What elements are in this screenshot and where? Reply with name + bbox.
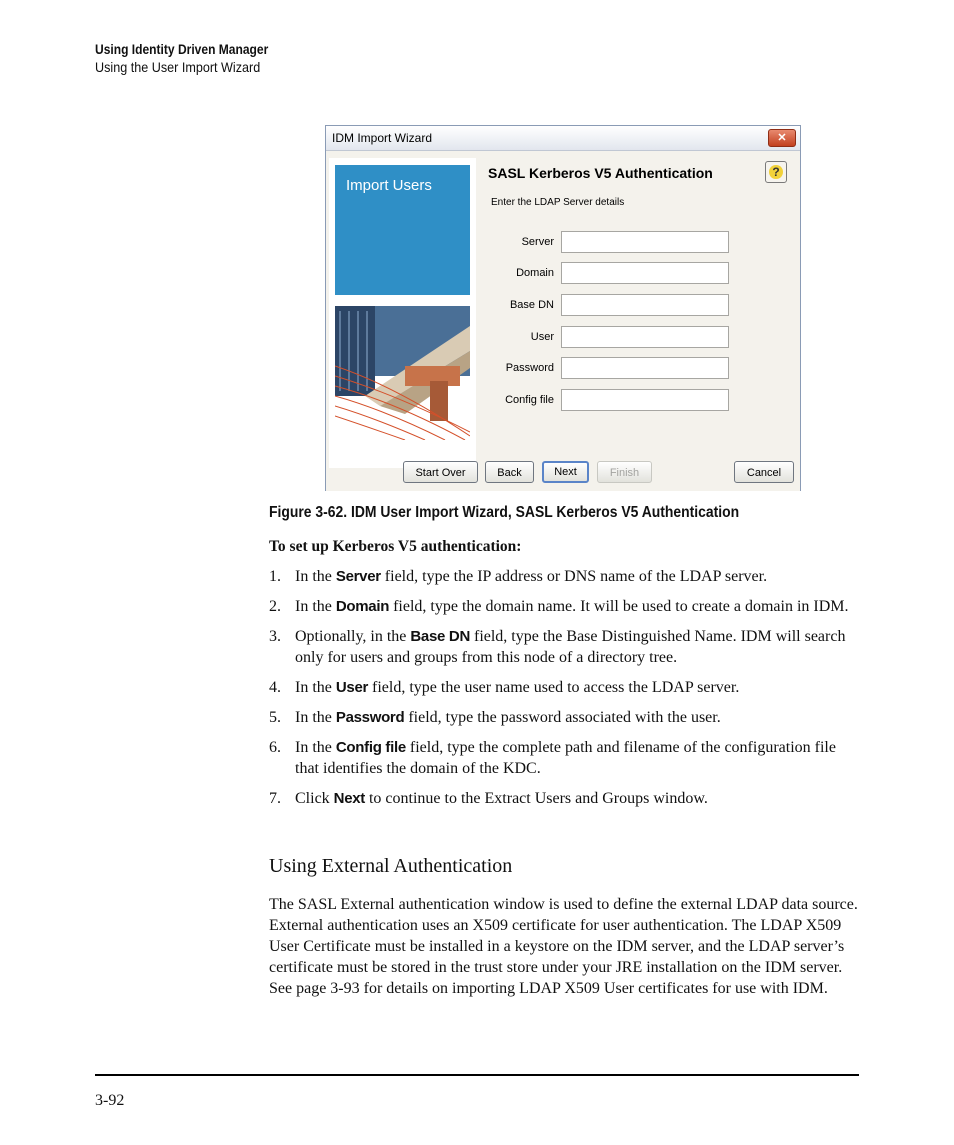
footer-rule <box>95 1074 859 1076</box>
running-header-subtitle: Using the User Import Wizard <box>95 59 261 75</box>
base-dn-input[interactable] <box>561 294 729 316</box>
server-input[interactable] <box>561 231 729 253</box>
body-paragraph: The SASL External authentication window is used to define the external LDAP data source. External authentication uses an X509 certificate for user authentication. The LDAP X509 User Certificate must be installed in a keystore on the IDM server, and the LDAP server’s certificate must be stored in the trust store under your JRE installation on the IDM server. See page 3-93 for details on importing LDAP X509 User certificates for use with IDM. <box>269 896 858 997</box>
user-label: User <box>530 331 554 343</box>
building-illustration <box>335 306 470 440</box>
step-item: 1. In the Server field, type the IP address or DNS name of the LDAP server. <box>269 568 768 585</box>
cancel-button[interactable]: Cancel <box>734 461 794 483</box>
step-item: 5. In the Password field, type the password associated with the user. <box>269 709 721 726</box>
dialog-title: IDM Import Wizard <box>332 131 433 145</box>
server-label: Server <box>521 236 554 248</box>
domain-label: Domain <box>516 267 554 279</box>
section-title: Using External Authentication <box>269 855 513 877</box>
step-item: 4. In the User field, type the user name used to access the LDAP server. <box>269 679 740 696</box>
config-file-input[interactable] <box>561 389 729 411</box>
step-list <box>269 566 859 818</box>
password-input[interactable] <box>561 357 729 379</box>
dialog-subheading: Enter the LDAP Server details <box>491 197 625 208</box>
help-icon: ? <box>769 165 782 179</box>
dialog-titlebar[interactable] <box>326 126 800 151</box>
password-label: Password <box>505 362 554 374</box>
step-item: 7. Click Next to continue to the Extract Users and Groups window. <box>269 790 708 807</box>
wizard-side-panel <box>329 158 476 468</box>
config-file-label: Config file <box>505 394 554 406</box>
back-button[interactable]: Back <box>485 461 534 483</box>
step-item: 6. In the Config file field, type the complete path and filename of the configuration file that identifies the domain of the KDC. <box>269 739 836 777</box>
base-dn-label: Base DN <box>509 299 554 311</box>
finish-button[interactable]: Finish <box>597 461 652 483</box>
page-number: 3-92 <box>95 1092 125 1109</box>
close-button[interactable] <box>768 129 796 147</box>
running-header-title: Using Identity Driven Manager <box>95 41 269 57</box>
domain-input[interactable] <box>561 262 729 284</box>
figure-caption: Figure 3-62. IDM User Import Wizard, SASL Kerberos V5 Authentication <box>269 504 740 521</box>
dialog-body <box>326 151 800 491</box>
side-banner-title: Import Users <box>346 177 432 194</box>
dialog-heading: SASL Kerberos V5 Authentication <box>488 165 713 181</box>
user-input[interactable] <box>561 326 729 348</box>
start-over-button[interactable]: Start Over <box>403 461 478 483</box>
step-item: 2. In the Domain field, type the domain name. It will be used to create a domain in IDM. <box>269 598 849 615</box>
help-button[interactable] <box>765 161 787 183</box>
import-wizard-dialog <box>325 125 801 491</box>
next-button[interactable]: Next <box>542 461 589 483</box>
procedure-title: To set up Kerberos V5 authentication: <box>269 538 522 555</box>
side-banner <box>335 165 470 295</box>
close-icon: ✕ <box>777 132 787 144</box>
step-item: 3. Optionally, in the Base DN field, type the Base Distinguished Name. IDM will search only for users and groups from this node of a directory tree. <box>269 628 846 666</box>
